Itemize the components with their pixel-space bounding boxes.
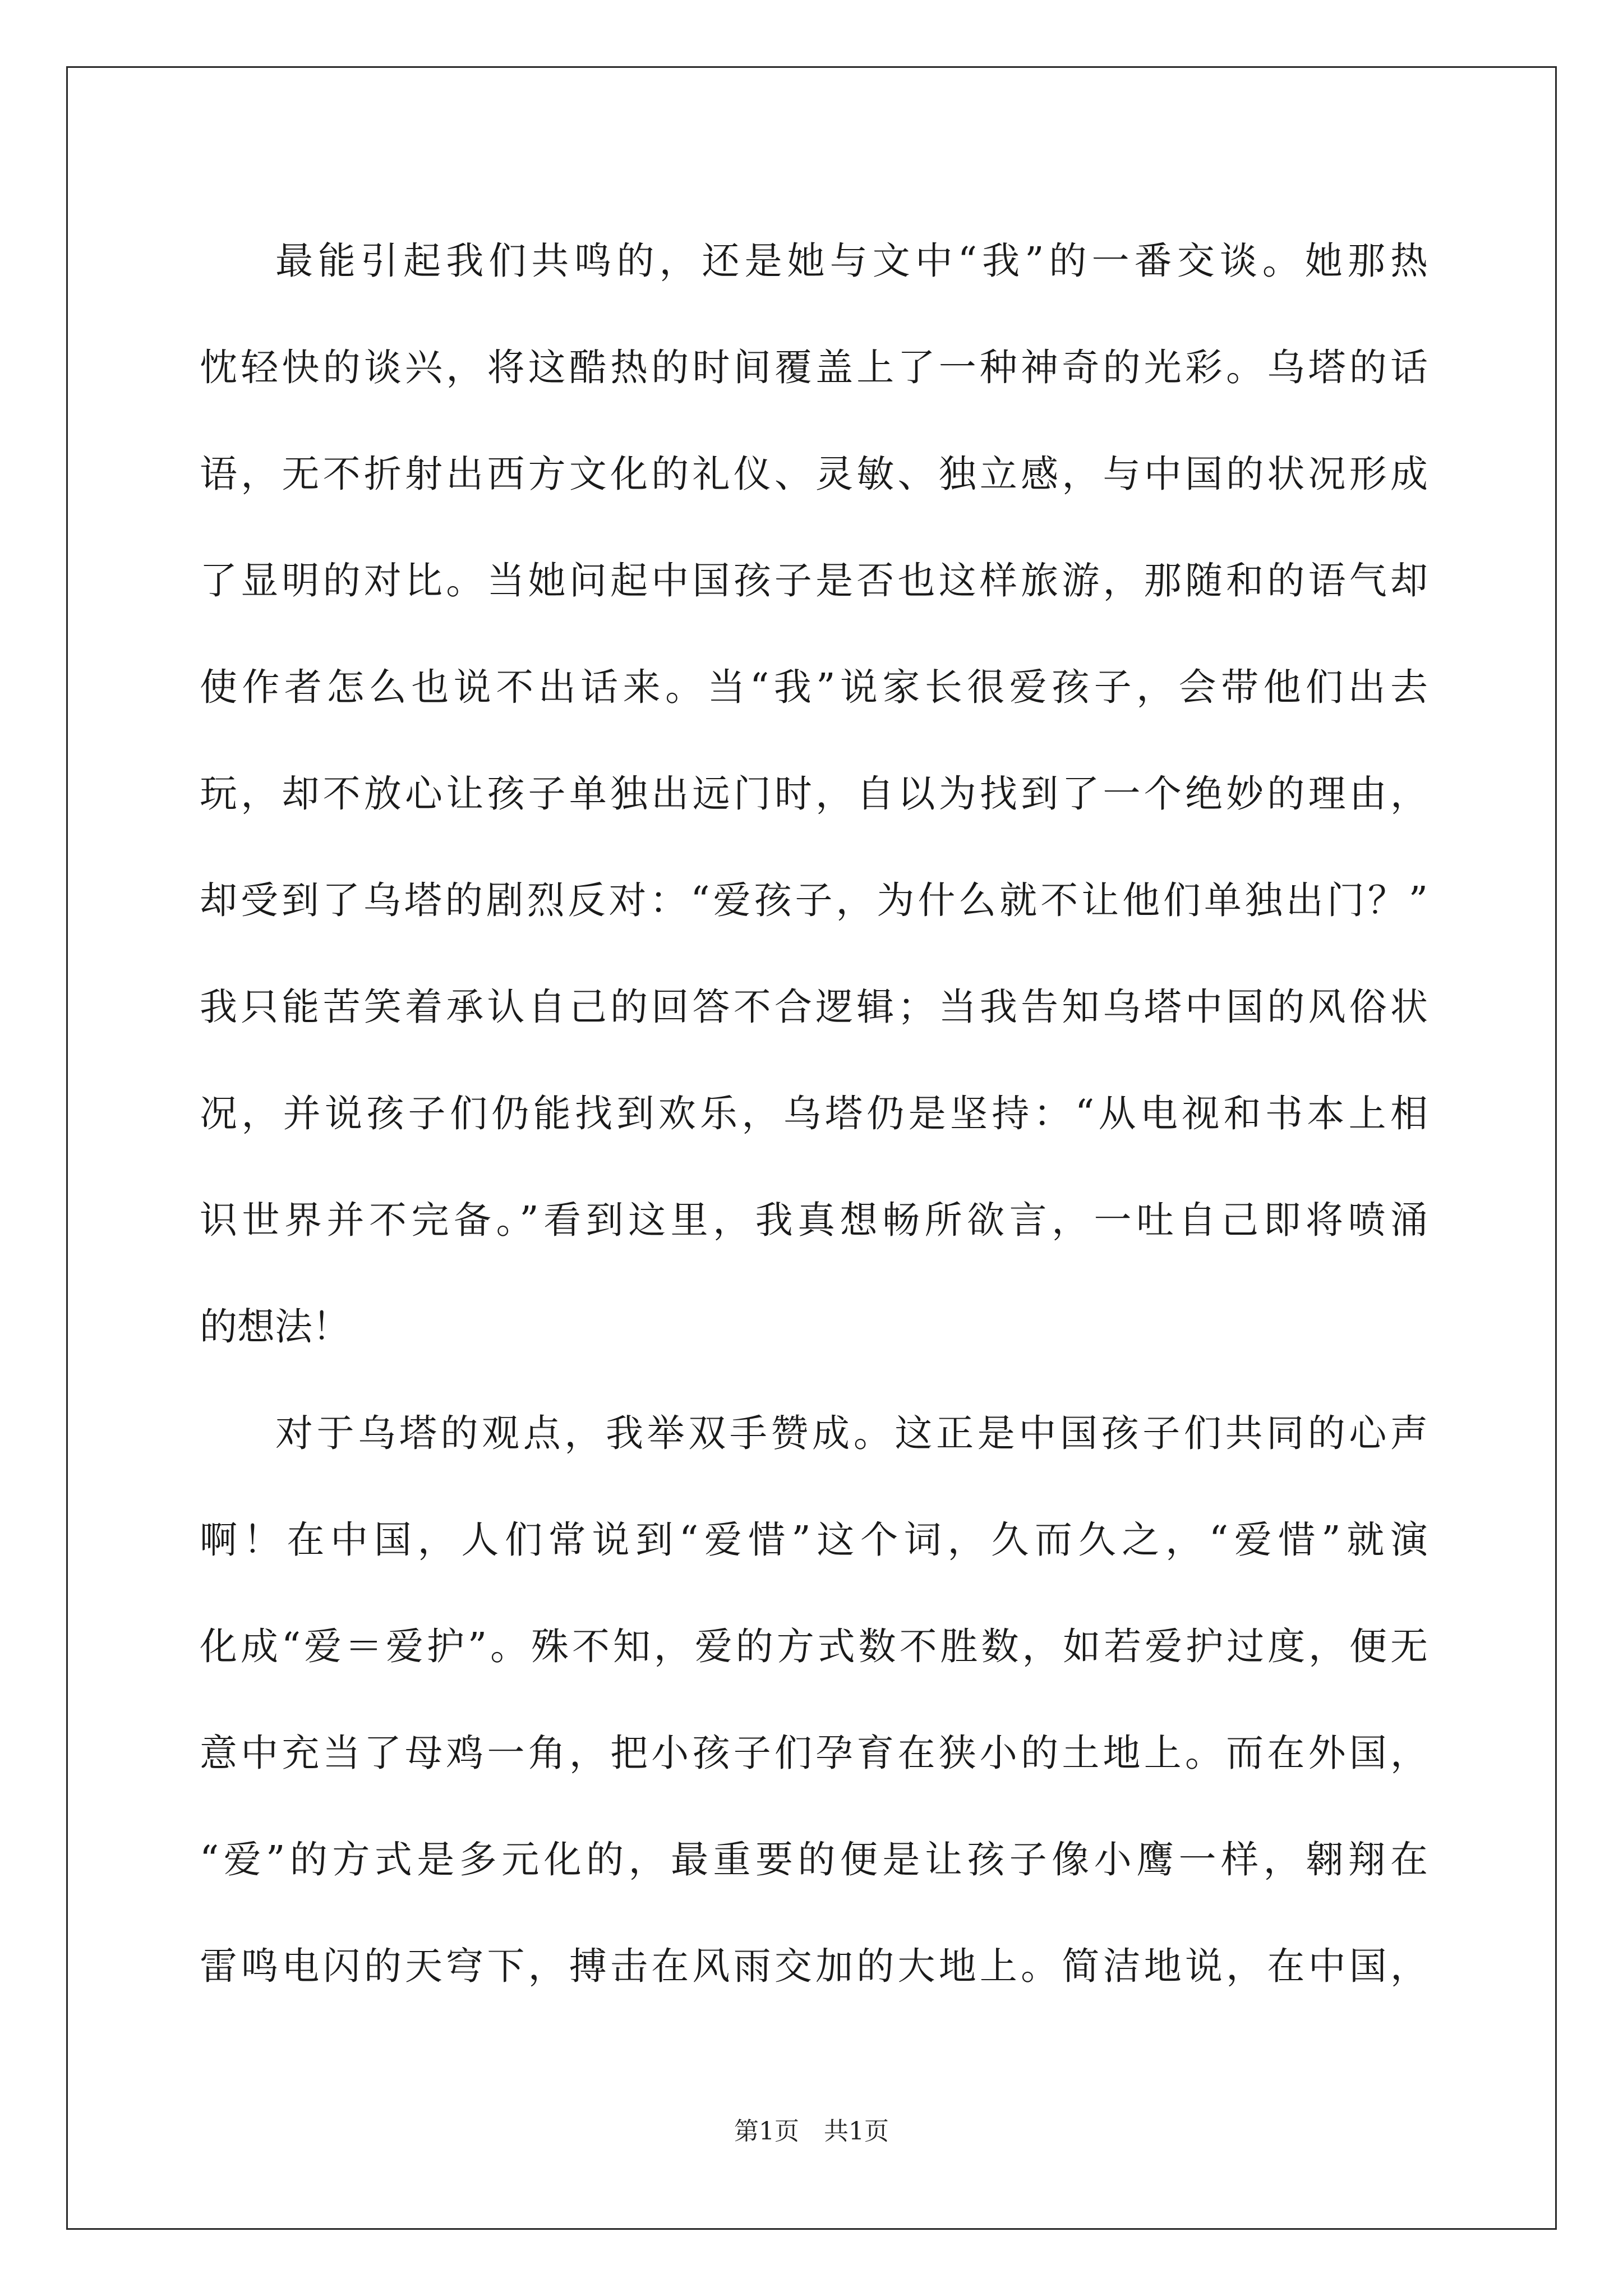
text-line: 的想法！ (200, 1305, 350, 1349)
text-line: 对于乌塔的观点，我举双手赞成。这正是中国孩子们共同的心声 (275, 1411, 1428, 1455)
text-line: 最能引起我们共鸣的，还是她与文中“我”的一番交谈。她那热 (275, 239, 1428, 283)
document-body (200, 208, 1428, 2019)
page-footer: 第1页 共1页 (734, 2117, 889, 2146)
text-line: 玩，却不放心让孩子单独出远门时，自以为找到了一个绝妙的理由， (200, 772, 1428, 816)
text-line: 语，无不折射出西方文化的礼仪、灵敏、独立感，与中国的状况形成 (200, 452, 1428, 496)
text-line: 我只能苦笑着承认自己的回答不合逻辑；当我告知乌塔中国的风俗状 (200, 985, 1428, 1029)
text-line: 识世界并不完备。”看到这里，我真想畅所欲言，一吐自己即将喷涌 (200, 1198, 1428, 1242)
text-line: 化成“爱＝爱护”。殊不知，爱的方式数不胜数，如若爱护过度，便无 (200, 1625, 1428, 1668)
text-line: 忱轻快的谈兴，将这酷热的时间覆盖上了一种神奇的光彩。乌塔的话 (200, 346, 1428, 389)
text-line: 意中充当了母鸡一角，把小孩子们孕育在狭小的土地上。而在外国， (200, 1731, 1428, 1775)
text-line: 雷鸣电闪的天穹下，搏击在风雨交加的大地上。简洁地说，在中国， (200, 1944, 1428, 1988)
text-line: 使作者怎么也说不出话来。当“我”说家长很爱孩子，会带他们出去 (200, 665, 1428, 709)
text-line: 啊！在中国，人们常说到“爱惜”这个词，久而久之，“爱惜”就演 (200, 1518, 1428, 1562)
text-line: 了显明的对比。当她问起中国孩子是否也这样旅游，那随和的语气却 (200, 559, 1428, 602)
text-line: “爱”的方式是多元化的，最重要的便是让孩子像小鹰一样，翱翔在 (200, 1838, 1428, 1881)
text-line: 却受到了乌塔的剧烈反对：“爱孩子，为什么就不让他们单独出门？” (200, 878, 1428, 922)
text-line: 况，并说孩子们仍能找到欢乐，乌塔仍是坚持：“从电视和书本上相 (200, 1092, 1428, 1135)
